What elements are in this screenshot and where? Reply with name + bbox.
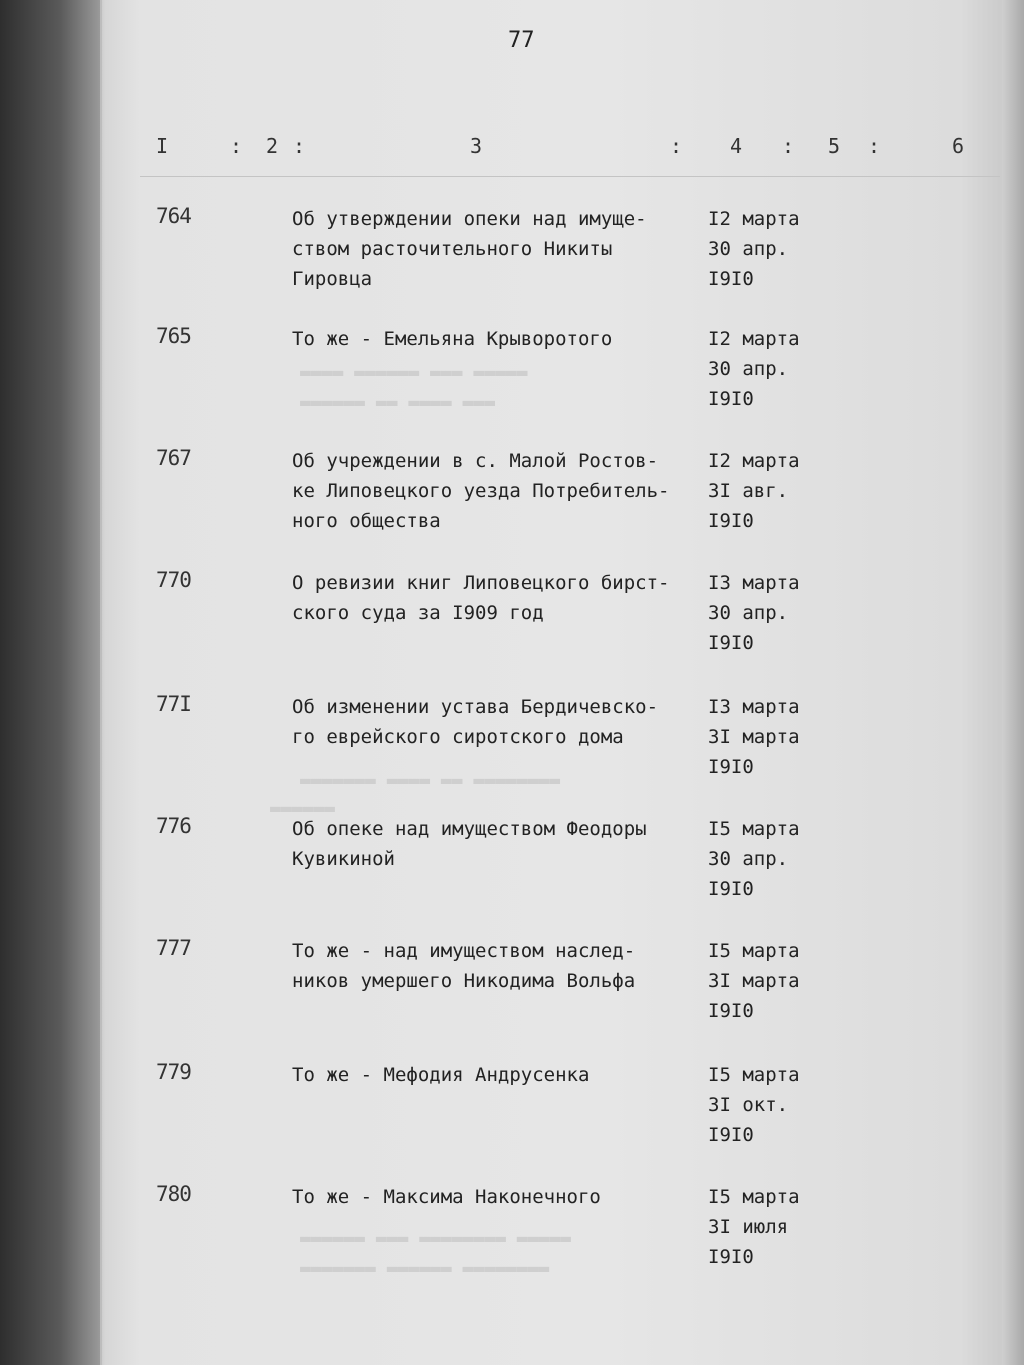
entry-number: 767 [156,446,191,470]
entry-description [292,814,712,874]
entry-dates [708,324,800,414]
register-entry [0,1182,1024,1282]
year: I9I0 [708,268,754,290]
column-header-3: 3 [470,134,483,158]
entry-number: 765 [156,324,191,348]
register-entry [0,1060,1024,1160]
description-line: То же - Мефодия Андрусенка [292,1064,590,1086]
register-entry [0,936,1024,1036]
entry-description [292,204,712,294]
start-date: I3 марта [708,572,800,594]
start-date: I2 марта [708,328,800,350]
bleed-through: ▬▬▬▬▬▬ ▬▬ ▬▬▬▬ ▬▬▬ [300,392,496,413]
bleed-through: ▬▬▬▬ ▬▬▬▬▬▬ ▬▬▬ ▬▬▬▬▬ [300,362,528,383]
entry-dates [708,446,800,536]
description-line: ского суда за I909 год [292,602,544,624]
description-line: ством расточительного Никиты [292,238,613,260]
register-entry [0,814,1024,914]
description-line: Об утверждении опеки над имуще- [292,208,647,230]
entry-description [292,568,712,628]
entry-number: 779 [156,1060,191,1084]
entry-number: 770 [156,568,191,592]
column-separator: : [670,134,683,158]
entry-dates [708,568,800,658]
year: I9I0 [708,756,754,778]
register-entry [0,692,1024,792]
year: I9I0 [708,632,754,654]
entry-description [292,446,712,536]
description-line: То же - Емельяна Крыворотого [292,328,613,350]
start-date: I5 марта [708,1064,800,1086]
description-line: Об учреждении в с. Малой Ростов- [292,450,659,472]
description-line: То же - Максима Наконечного [292,1186,601,1208]
entry-number: 764 [156,204,191,228]
bleed-through: ▬▬▬▬▬▬▬ ▬▬▬▬ ▬▬ ▬▬▬▬▬▬▬▬ [300,770,561,791]
column-header-2: 2 [266,134,279,158]
description-line: Кувикиной [292,848,395,870]
bleed-through: ▬▬▬▬▬▬ [270,798,336,819]
year: I9I0 [708,1124,754,1146]
description-line: О ревизии книг Липовецкого бирст- [292,572,670,594]
entry-description [292,1060,712,1090]
bleed-through: ▬▬▬▬▬▬▬ ▬▬▬▬▬▬ ▬▬▬▬▬▬▬▬ [300,1258,550,1279]
column-header-6: 6 [952,134,965,158]
end-date: 3I марта [708,970,800,992]
column-header-4: 4 [730,134,743,158]
page-number: 77 [508,28,535,53]
end-date: 30 апр. [708,358,789,380]
entry-dates [708,814,800,904]
start-date: I3 марта [708,696,800,718]
entry-number: 77I [156,692,191,716]
entry-description [292,692,712,752]
start-date: I5 марта [708,818,800,840]
entry-number: 776 [156,814,191,838]
register-entry [0,324,1024,424]
entry-dates [708,1060,800,1150]
description-line: Гировца [292,268,373,290]
end-date: 3I марта [708,726,800,748]
bleed-through: ▬▬▬▬▬▬ ▬▬▬ ▬▬▬▬▬▬▬▬ ▬▬▬▬▬ [300,1228,571,1249]
register-entry [0,568,1024,668]
column-separator: : [868,134,881,158]
entry-description [292,1182,712,1212]
description-line: ников умершего Никодима Вольфа [292,970,636,992]
column-separator: : [782,134,795,158]
end-date: 30 апр. [708,848,789,870]
end-date: 3I июля [708,1216,789,1238]
description-line: То же - над имуществом наслед- [292,940,636,962]
entry-dates [708,1182,800,1272]
register-entry [0,204,1024,304]
description-line: го еврейского сиротского дома [292,726,624,748]
entry-description [292,936,712,996]
column-separator: : [293,134,306,158]
column-separator: : [230,134,243,158]
entry-number: 780 [156,1182,191,1206]
start-date: I5 марта [708,1186,800,1208]
year: I9I0 [708,1000,754,1022]
end-date: 3I авг. [708,480,789,502]
entry-dates [708,204,800,294]
description-line: ке Липовецкого уезда Потребитель- [292,480,670,502]
start-date: I5 марта [708,940,800,962]
year: I9I0 [708,878,754,900]
entry-dates [708,936,800,1026]
entry-number: 777 [156,936,191,960]
end-date: 30 апр. [708,238,789,260]
start-date: I2 марта [708,208,800,230]
description-line: Об опеке над имуществом Феодоры [292,818,647,840]
column-header-1: I [156,134,169,158]
description-line: ного общества [292,510,441,532]
year: I9I0 [708,388,754,410]
description-line: Об изменении устава Бердичевско- [292,696,659,718]
header-divider [140,176,1000,177]
entry-dates [708,692,800,782]
year: I9I0 [708,510,754,532]
year: I9I0 [708,1246,754,1268]
column-header-5: 5 [828,134,841,158]
start-date: I2 марта [708,450,800,472]
end-date: 3I окт. [708,1094,789,1116]
register-entry [0,446,1024,546]
end-date: 30 апр. [708,602,789,624]
entry-description [292,324,712,354]
